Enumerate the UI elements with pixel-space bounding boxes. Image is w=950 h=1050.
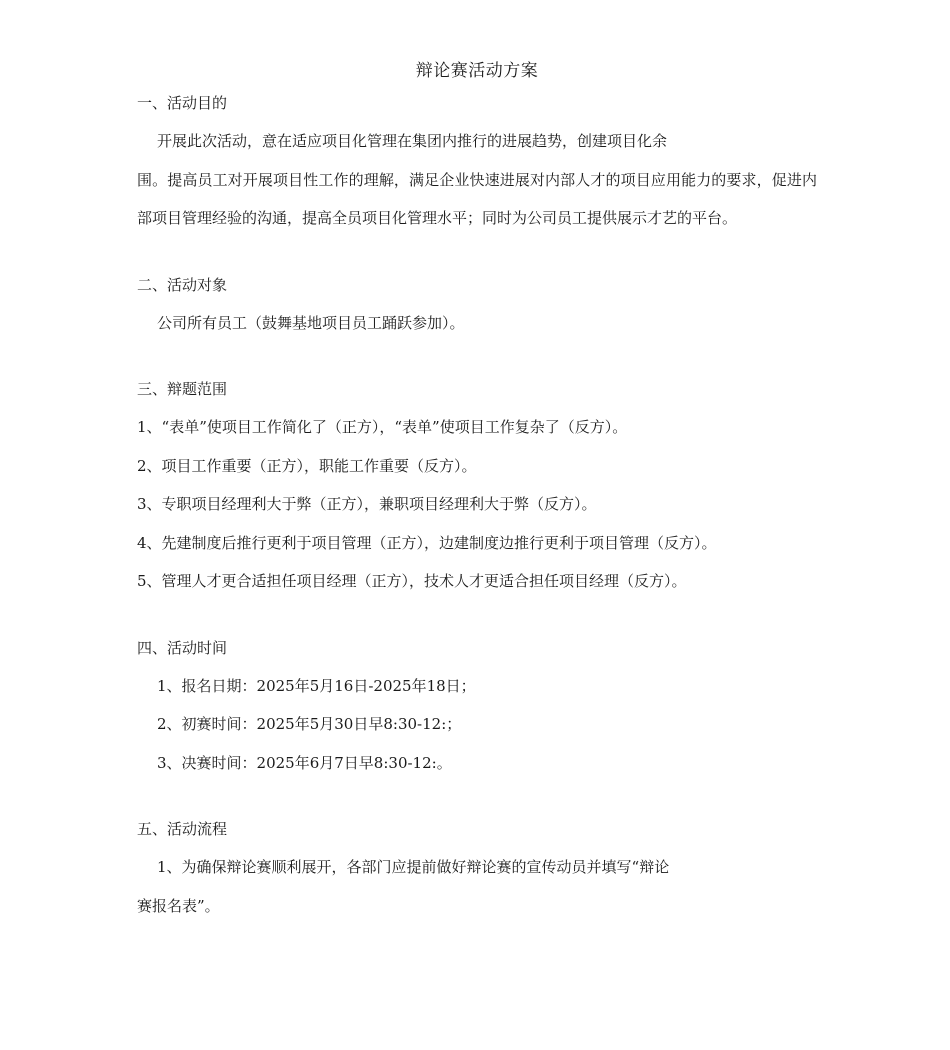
section-heading-time: 四、活动时间 — [137, 638, 228, 657]
section-heading-process: 五、活动流程 — [137, 820, 228, 838]
section-heading-topics: 三、辩题范围 — [137, 380, 228, 398]
section-heading-purpose: 一、活动目的 — [137, 94, 228, 112]
document-page — [137, 58, 817, 925]
topic-item: 5、管理人才更合适担任项目经理（正方），技术人才更适合担任项目经理（反方）。 — [137, 572, 687, 590]
purpose-paragraph-line-1: 开展此次活动，意在适应项目化管理在集团内推行的进展趋势，创建项目化余 — [157, 132, 668, 150]
process-paragraph-line-1: 1、为确保辩论赛顺利展开，各部门应提前做好辩论赛的宣传动员并填写“辩论 — [157, 858, 670, 876]
purpose-paragraph-body: 围。提高员工对开展项目性工作的理解，满足企业快速进展对内部人才的项目应用能力的要求，促进内部项目管理经验的沟通，提高全员项目化管理水平；同时为公司员工提供展示才艺的平台。 — [137, 170, 817, 227]
topic-item: 3、专职项目经理利大于弊（正方），兼职项目经理利大于弊（反方）。 — [137, 495, 597, 513]
topic-item: 4、先建制度后推行更利于项目管理（正方），边建制度边推行更利于项目管理（反方）。 — [137, 533, 717, 552]
section-heading-target: 二、活动对象 — [137, 275, 228, 294]
topic-item: 2、项目工作重要（正方），职能工作重要（反方）。 — [137, 456, 477, 475]
time-item: 3、决赛时间：2025年6月7日早8:30-12:。 — [157, 753, 452, 772]
document-title: 辩论赛活动方案 — [415, 61, 539, 81]
time-item: 2、初赛时间：2025年5月30日早8:30-12:； — [157, 715, 462, 733]
target-paragraph: 公司所有员工（鼓舞基地项目员工踊跃参加）。 — [157, 313, 465, 332]
time-item: 1、报名日期：2025年5月16日-2025年18日； — [157, 676, 476, 695]
process-paragraph-line-2: 赛报名表”。 — [137, 896, 220, 915]
topic-item: 1、“表单”使项目工作简化了（正方），“表单”使项目工作复杂了（反方）。 — [137, 418, 628, 436]
